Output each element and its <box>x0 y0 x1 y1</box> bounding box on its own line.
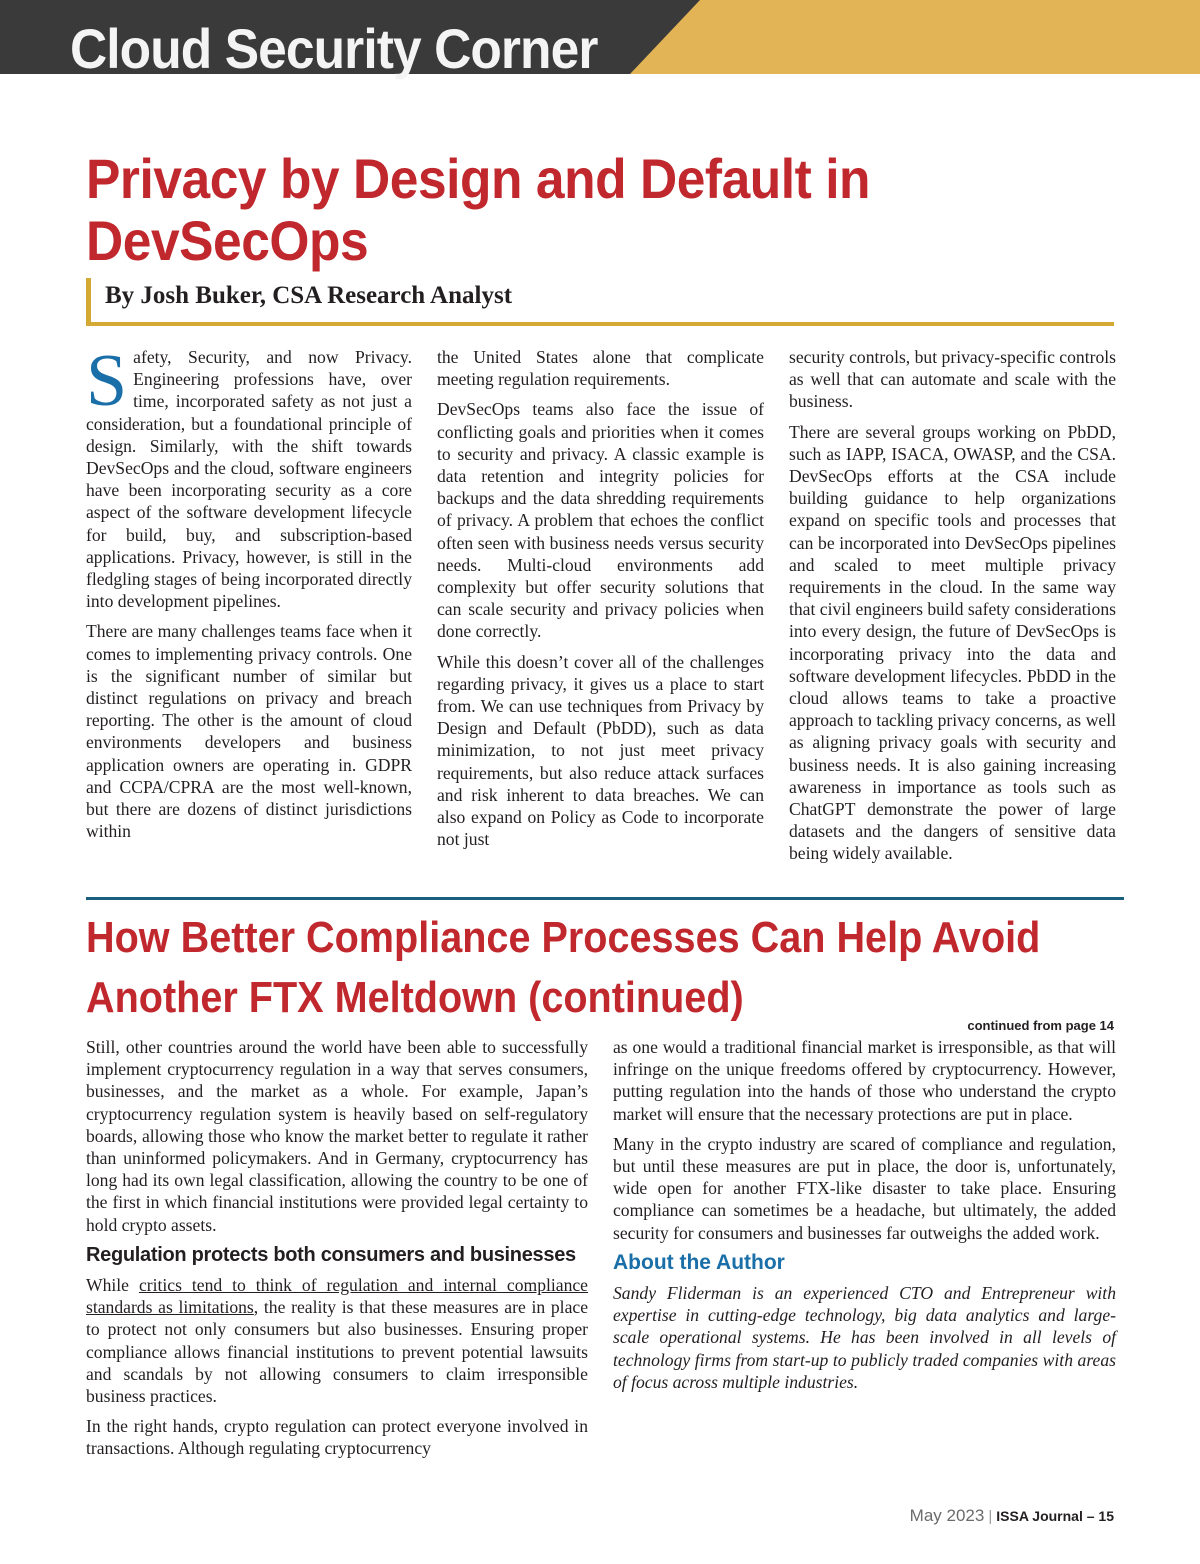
article-headline: Privacy by Design and Default in DevSecOps <box>86 147 871 272</box>
paragraph-lead: While <box>86 1275 139 1296</box>
section-title: Cloud Security Corner <box>70 17 598 80</box>
paragraph: the United States alone that complicate meeting regulation requirements. <box>437 347 764 390</box>
article2-column-right <box>613 1036 1116 1401</box>
byline: By Josh Buker, CSA Research Analyst <box>105 282 513 309</box>
section-divider <box>86 897 1124 900</box>
critics-link[interactable]: critics tend to think of regulation and internal compliance standards as limitations <box>86 1275 588 1318</box>
issue-date: May 2023 <box>909 1506 985 1525</box>
article-column-1 <box>86 340 412 850</box>
paragraph: Still, other countries around the world have been able to successfully implement cryptocurrency regulation in a way that serves consumers, businesses, and the market as a whole. For example, Japan’s cryptocurrency regulation system is heavily based on self-regulatory boards, allowing those who know the market better to regulate it rather than uninformed policymakers. And in Germany, cryptocurrency has long had its own legal classification, allowing the country to be one of the first in which financial institutions were provided legal certainty to hold crypto assets. <box>86 1037 588 1235</box>
paragraph <box>86 1274 588 1407</box>
paragraph: DevSecOps teams also face the issue of conflicting goals and priorities when it comes to security and privacy. A classic example is data retention and integrity policies for backups and the data shredding requirements of privacy. A problem that echoes the conflict often seen with business needs versus security needs. Multi-cloud environments add complexity but offer security solutions that can scale security and privacy policies when done correctly. <box>437 399 764 642</box>
paragraph: security controls, but privacy-specific controls as well that can automate and scale with the business. <box>789 347 1116 412</box>
paragraph: While this doesn’t cover all of the challenges regarding privacy, it gives us a place to start from. We can use techniques from Privacy by Design and Default (PbDD), such as data minimization, to not just meet privacy requirements, but also reduce attack surfaces and risk inherent to data breaches. We can also expand on Policy as Code to incorporate not just <box>437 651 764 850</box>
article2-headline: How Better Compliance Processes Can Help Avoid Another FTX Meltdown (continued) <box>86 913 1041 1022</box>
paragraph <box>86 340 412 612</box>
section-header-bar <box>0 0 1200 80</box>
page-footer <box>910 1506 1114 1526</box>
continued-from-label: continued from page 14 <box>967 1018 1114 1033</box>
drop-cap: S <box>86 340 128 422</box>
paragraph: as one would a traditional financial market is irresponsible, as that will infringe on the unique freedoms offered by cryptocurrency. However, putting regulation into the hands of those who understand the crypto market will ensure that the necessary protections are put in place. <box>613 1037 1116 1124</box>
article2-column-left <box>86 1036 588 1468</box>
paragraph-text: afety, Security, and now Privacy. Engineering professions have, over time, incorporated safety as not just a consideration, but a foundational principle of design. Similarly, with the shift towards DevSecOps and the cloud, software engineers have been incorporating security as a core aspect of the software development lifecycle for build, buy, and subscription-based applications. Privacy, however, is still in the fledgling stages of being incorporated directly into development pipelines. <box>86 347 412 612</box>
paragraph: There are many challenges teams face when it comes to implementing privacy controls. One is the significant number of similar but distinct regulations on privacy and breach reporting. The other is the amount of cloud environments developers and business application owners are operating in. GDPR and CCPA/CPRA are the most well-known, but there are dozens of distinct jurisdictions within <box>86 621 412 842</box>
subheading: Regulation protects both consumers and businesses <box>86 1243 576 1266</box>
paragraph: Many in the crypto industry are scared of compliance and regulation, but until these measures are put in place, the door is, unfortunately, wide open for another FTX-like disaster to take place. Ensuring compliance can sometimes be a headache, but ultimately, the added security for consumers and businesses far outweighs the added work. <box>613 1133 1116 1243</box>
journal-page-number: ISSA Journal – 15 <box>996 1508 1114 1524</box>
article-column-2 <box>437 346 764 858</box>
author-bio: Sandy Fliderman is an experienced CTO and Entrepreneur with expertise in cutting-edge technology, big data analytics and large-scale operational systems. He has been involved in all levels of technology firms from start-up to publicly traded companies with areas of focus across multiple industries. <box>613 1283 1116 1392</box>
paragraph: In the right hands, crypto regulation can protect everyone involved in transactions. Although regulating cryptocurrency <box>86 1416 588 1459</box>
about-author-heading: About the Author <box>613 1250 785 1274</box>
byline-box <box>86 278 1114 326</box>
paragraph-text: , the reality is that these measures are in place to protect not only consumers but also businesses. Ensuring proper compliance allows financial institutions to prevent potential lawsuits and scandals by not allowing consumers to claim irresponsible business practices. <box>86 1297 589 1407</box>
article-column-3 <box>789 346 1116 873</box>
paragraph: There are several groups working on PbDD, such as IAPP, ISACA, OWASP, and the CSA. DevSecOps efforts at the CSA include building guidance to help organizations expand on specific tools and processes that can be incorporated into DevSecOps pipelines and scaled to meet multiple privacy requirements in the cloud. In the same way that civil engineers build safety considerations into every design, the future of DevSecOps is incorporating privacy into the data and software development lifecycles. PbDD in the cloud allows teams to take a proactive approach to tackling privacy concerns, as well as aligning privacy goals with security and business needs. It is also gaining increasing awareness in importance as tools such as ChatGPT demonstrate the power of large datasets and the dangers of sensitive data being widely available. <box>789 421 1116 864</box>
footer-separator: | <box>988 1508 993 1525</box>
